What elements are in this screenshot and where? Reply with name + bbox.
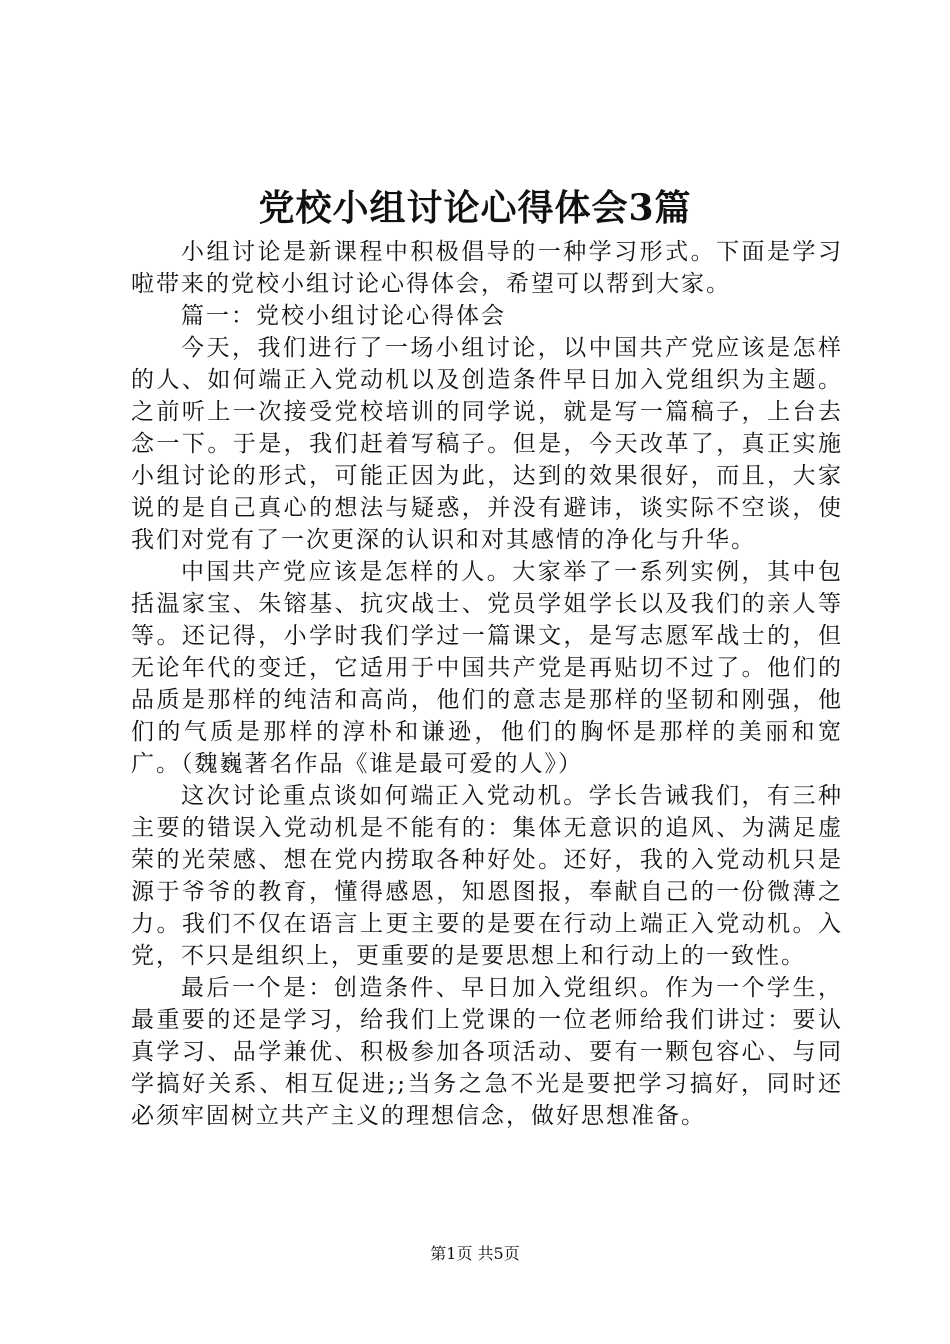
- intro-paragraph: 小组讨论是新课程中积极倡导的一种学习形式。下面是学习啦带来的党校小组讨论心得体会，希望可以帮到大家。: [131, 239, 843, 297]
- body-paragraph: 这次讨论重点谈如何端正入党动机。学长告诫我们，有三种主要的错误入党动机是不能有的：集体无意识的追风、为满足虚荣的光荣感、想在党内捞取各种好处。还好，我的入党动机只是源于爷爷的教育，懂得感恩，知恩图报，奉献自己的一份微薄之力。我们不仅在语言上更主要的是要在行动上端正入党动机。入党，不只是组织上，更重要的是要思想上和行动上的一致性。: [131, 783, 843, 969]
- document-title: 党校小组讨论心得体会3篇: [258, 187, 692, 229]
- body-paragraph: 中国共产党应该是怎样的人。大家举了一系列实例，其中包括温家宝、朱镕基、抗灾战士、党员学姐学长以及我们的亲人等等。还记得，小学时我们学过一篇课文，是写志愿军战士的，但无论年代的变迁，它适用于中国共产党是再贴切不过了。他们的品质是那样的纯洁和高尚，他们的意志是那样的坚韧和刚强，他们的气质是那样的淳朴和谦逊，他们的胸怀是那样的美丽和宽广。（魏巍著名作品《谁是最可爱的人》）: [131, 559, 843, 777]
- body-paragraph: 今天，我们进行了一场小组讨论，以中国共产党应该是怎样的人、如何端正入党动机以及创造条件早日加入党组织为主题。之前听上一次接受党校培训的同学说，就是写一篇稿子，上台去念一下。于是，我们赶着写稿子。但是，今天改革了，真正实施小组讨论的形式，可能正因为此，达到的效果很好，而且，大家说的是自己真心的想法与疑惑，并没有避讳，谈实际不空谈，使我们对党有了一次更深的认识和对其感情的净化与升华。: [131, 335, 843, 553]
- document-body: [131, 236, 843, 1132]
- section-heading: 篇一：党校小组讨论心得体会: [181, 303, 506, 329]
- body-paragraph: 最后一个是：创造条件、早日加入党组织。作为一个学生，最重要的还是学习，给我们上党课的一位老师给我们讲过：要认真学习、品学兼优、积极参加各项活动、要有一颗包容心、与同学搞好关系、相互促进;;当务之急不光是要把学习搞好，同时还必须牢固树立共产主义的理想信念，做好思想准备。: [131, 975, 843, 1129]
- page-footer: 第1页 共5页: [430, 1244, 520, 1263]
